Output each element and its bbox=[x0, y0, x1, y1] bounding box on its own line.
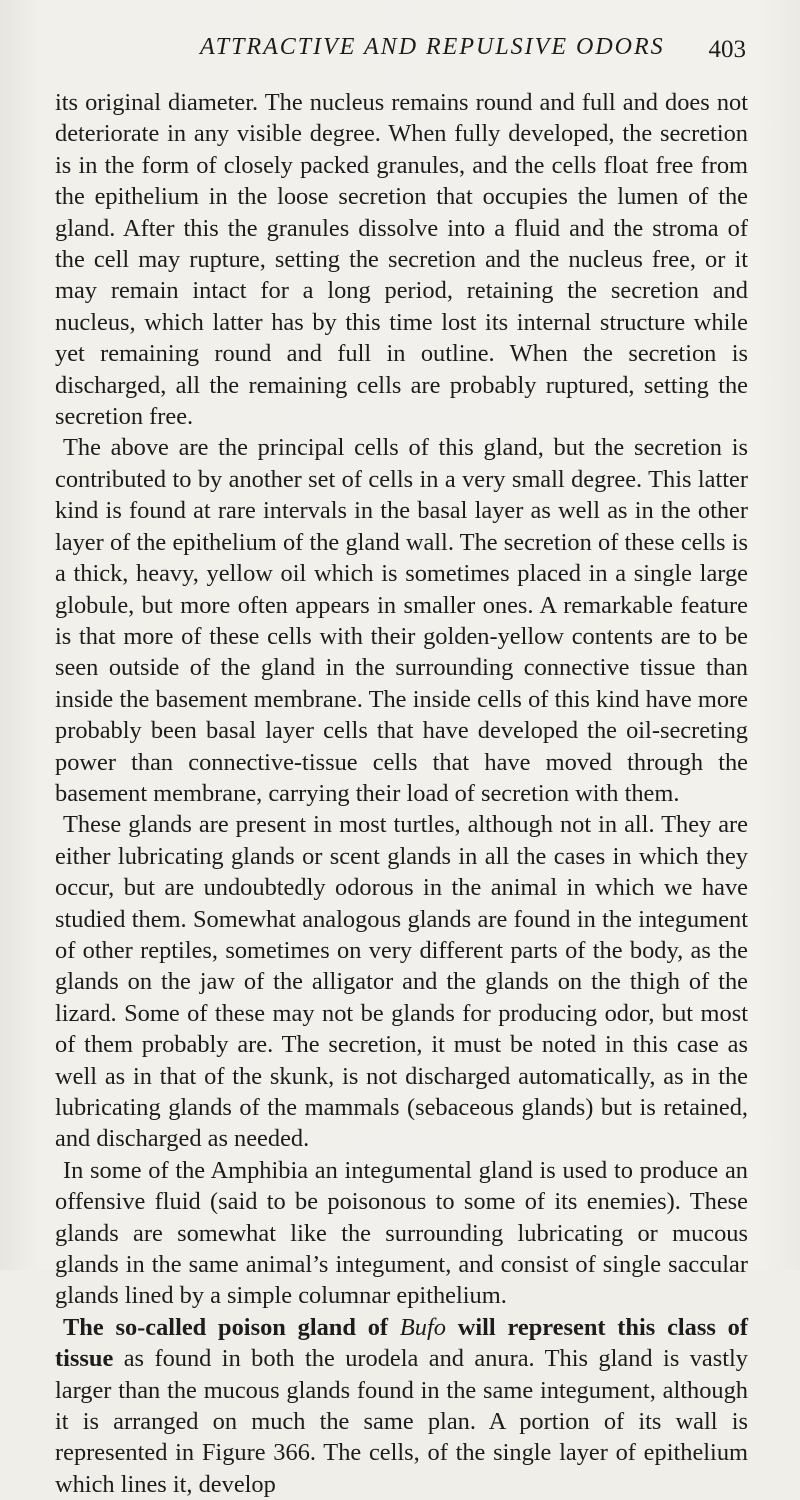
running-header bbox=[0, 34, 800, 74]
genus-name: Bufo bbox=[399, 1313, 446, 1341]
paragraph-principal-cells: The above are the principal cells of this gland, but the secretion is contributed to by another set of cells in a very small degree. This latter kind is found at rare intervals in the basal layer as well as in the other layer of the epithelium of the gland wall. The secretion of these cells is a thick, heavy, yellow oil which is sometimes placed in a single large globule, but more often appears in smaller ones. A remarkable feature is that more of these cells with their golden-yellow contents are to be seen outside of the gland in the surrounding connective tissue than inside the basement membrane. The inside cells of this kind have more probably been basal layer cells that have developed the oil-secreting power than connective-tissue cells that have moved through the basement membrane, carrying their load of secretion with them. bbox=[55, 434, 748, 807]
paragraph-poison-gland bbox=[55, 1312, 748, 1500]
paragraph-amphibia: In some of the Amphibia an integumental gland is used to produce an offensive fluid (said to be poisonous to some of its enemies). These glands are somewhat like the surrounding lubricating or mucous glands in the same animal’s integument, and consist of single saccular glands lined by a simple columnar epithelium. bbox=[55, 1156, 748, 1310]
poison-gland-lead: The so-called poison gland of bbox=[63, 1313, 389, 1341]
body-text bbox=[55, 87, 748, 1500]
poison-gland-lead-tail: will represent this class of tissue bbox=[55, 1313, 748, 1373]
page-number: 403 bbox=[708, 36, 746, 63]
poison-gland-text: as found in both the urodela and anura. This gland is vastly larger than the mucous glands found in the same integument, although it is arranged on much the same plan. A portion of its wall is represented in Figure 366. The cells, of the single layer of epithelium which lines it, develop bbox=[55, 1345, 748, 1498]
running-head-title: ATTRACTIVE AND REPULSIVE ODORS bbox=[200, 34, 665, 60]
paragraph-continued: its original diameter. The nucleus remains round and full and does not deteriorate in any visible degree. When fully developed, the secretion is in the form of closely packed granules, and the cells float free from the epithelium in the loose secretion that occupies the lumen of the gland. After this the granules dissolve into a fluid and the stroma of the cell may rupture, setting the secretion and the nucleus free, or it may remain intact for a long period, retaining the secretion and nucleus, which latter has by this time lost its internal structure while yet remaining round and full in outline. When the secretion is discharged, all the remaining cells are probably ruptured, setting the secretion free. bbox=[55, 89, 748, 431]
paragraph-turtle-glands: These glands are present in most turtles, although not in all. They are either lubricating glands or scent glands in all the cases in which they occur, but are undoubtedly odorous in the animal in which we have studied them. Somewhat analogous glands are found in the integument of other reptiles, sometimes on very different parts of the body, as the glands on the jaw of the alligator and the glands on the thigh of the lizard. Some of these may not be glands for producing odor, but most of them probably are. The secretion, it must be noted in this case as well as in that of the skunk, is not discharged automatically, as in the lubricating glands of the mammals (sebaceous glands) but is retained, and discharged as needed. bbox=[55, 811, 748, 1153]
